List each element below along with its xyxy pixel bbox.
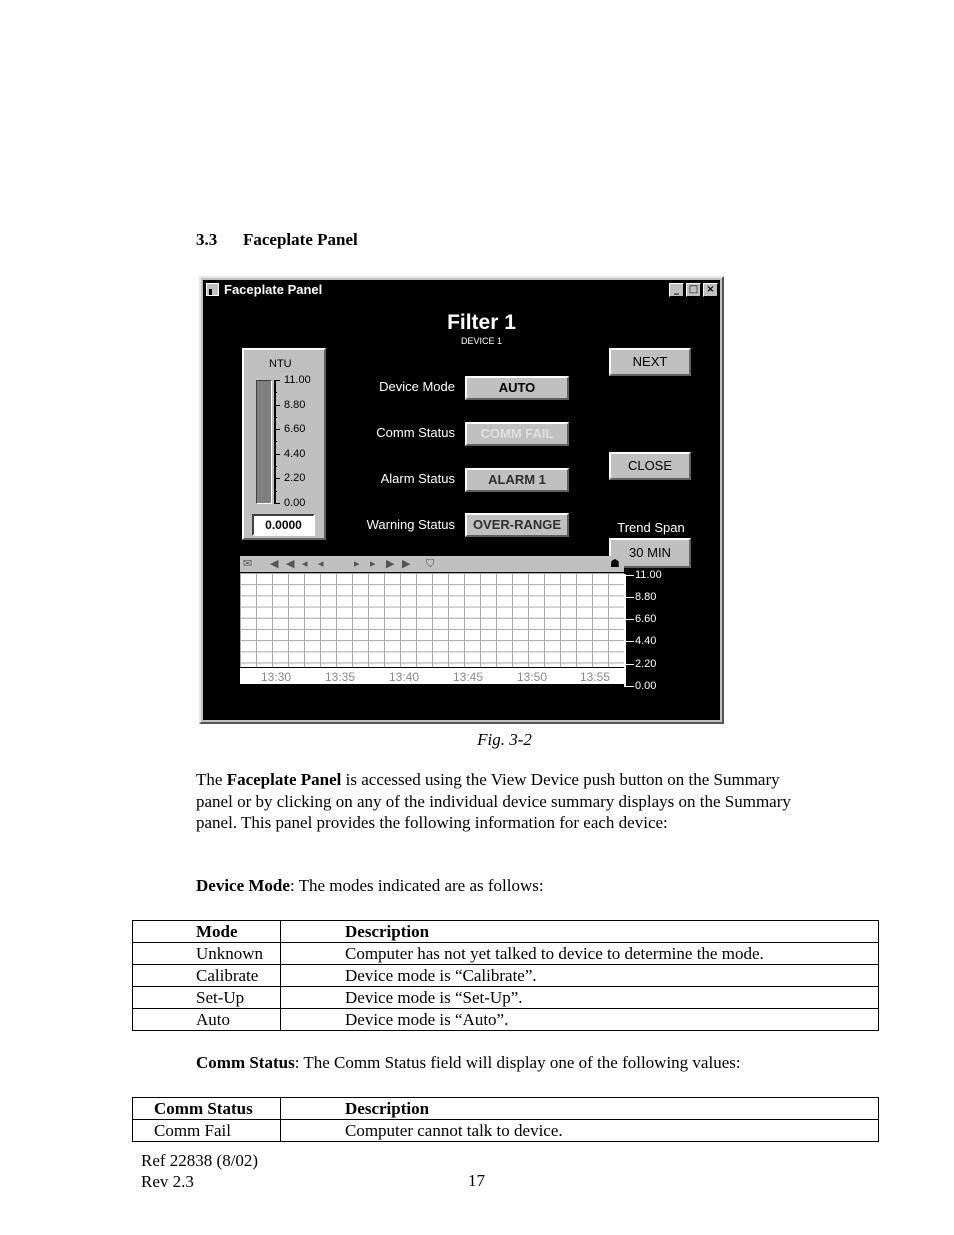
table-cell (133, 943, 281, 965)
step-right-small-icon[interactable]: ▸ (354, 557, 360, 570)
y-tick-label: 11.00 (635, 569, 662, 581)
x-tick-label: 13:55 (579, 670, 611, 684)
gauge-minor-tick (274, 441, 277, 442)
comm-status-text: : The Comm Status field will display one of the following values: (294, 1053, 741, 1072)
device-id: DEVICE 1 (460, 336, 502, 346)
header-text: Description (345, 921, 430, 941)
maximize-button[interactable]: □ (686, 283, 701, 297)
header-text: Comm Status (154, 1098, 253, 1118)
gauge-minor-tick (274, 392, 277, 393)
cell-text: Set-Up (196, 987, 245, 1007)
cell-text: Computer cannot talk to device. (345, 1120, 563, 1140)
section-heading (196, 230, 358, 250)
cell-text: Device mode is “Auto”. (345, 1009, 509, 1029)
scroll-right-fast-icon[interactable]: ▶ (402, 557, 411, 570)
gauge-minor-tick (274, 417, 277, 418)
table-cell (281, 987, 879, 1009)
table-row (133, 1009, 879, 1031)
gauge-tick-label: 8.80 (284, 399, 306, 411)
header-text: Description (345, 1098, 430, 1118)
person-icon[interactable]: ☗ (610, 557, 620, 570)
comm-status-term: Comm Status (196, 1053, 295, 1072)
footer-ref: Ref 22838 (8/02) (141, 1151, 259, 1170)
table-header (281, 1098, 879, 1120)
x-tick-label: 13:40 (388, 670, 420, 684)
page-footer (141, 1150, 258, 1192)
warning-status-value: OVER-RANGE (465, 513, 569, 537)
y-tick-label: 0.00 (635, 680, 657, 692)
window-titlebar[interactable] (203, 280, 720, 300)
trend-span-label: Trend Span (617, 520, 685, 535)
trend-x-axis (240, 667, 624, 684)
table-header-row (133, 1098, 879, 1120)
gauge-value: 0.0000 (252, 514, 315, 536)
y-tick-label: 2.20 (635, 658, 657, 670)
y-tick-label: 4.40 (635, 635, 657, 647)
footer-rev: Rev 2.3 (141, 1172, 194, 1191)
cell-text: Auto (196, 1009, 230, 1029)
section-title: Faceplate Panel (243, 230, 358, 249)
page-number: 17 (468, 1171, 485, 1190)
y-tick-label: 8.80 (635, 591, 657, 603)
mode-table (132, 920, 879, 1031)
window-title: Faceplate Panel (224, 282, 323, 297)
window-client-area (203, 300, 720, 720)
gauge-tick-label: 11.00 (284, 374, 311, 386)
cell-text: Device mode is “Set-Up”. (345, 987, 523, 1007)
ntu-gauge (242, 348, 326, 540)
x-tick-label: 13:45 (452, 670, 484, 684)
table-cell (281, 943, 879, 965)
device-name: Filter 1 (447, 311, 516, 334)
table-cell (133, 987, 281, 1009)
gauge-tick (274, 478, 280, 479)
device-mode-term: Device Mode (196, 876, 290, 895)
scroll-left-fast-icon[interactable]: ◀ (270, 557, 279, 570)
table-header (281, 921, 879, 943)
table-cell (133, 1009, 281, 1031)
table-cell (281, 1009, 879, 1031)
y-tick-label: 6.60 (635, 613, 657, 625)
next-button[interactable]: NEXT (609, 348, 691, 376)
cell-text: Computer has not yet talked to device to determine the mode. (345, 943, 764, 963)
cursor-marker-icon[interactable]: ⛉ (426, 557, 435, 570)
device-mode-label: Device Mode (379, 379, 455, 394)
y-tick (626, 575, 634, 576)
gauge-tick-label: 4.40 (284, 448, 306, 460)
intro-paragraph (196, 769, 816, 834)
y-tick (626, 686, 634, 687)
table-row (133, 987, 879, 1009)
envelope-icon[interactable]: ✉ (243, 557, 253, 570)
y-tick (626, 664, 634, 665)
table-row (133, 1120, 879, 1142)
para-text: is accessed using the View Device push button on the Summary panel or by clicking on any of the individual device summary displays on the Summary panel. This panel provides the following information for each device: (196, 770, 791, 832)
table-cell (281, 1120, 879, 1142)
y-tick (626, 619, 634, 620)
step-left-icon[interactable]: ◂ (302, 557, 308, 570)
table-header (133, 921, 281, 943)
trend-span-button[interactable]: 30 MIN (609, 538, 691, 568)
minimize-button[interactable]: _ (669, 283, 684, 297)
comm-status-intro (196, 1053, 741, 1073)
y-tick (626, 597, 634, 598)
figure-caption: Fig. 3-2 (477, 730, 532, 749)
gauge-minor-tick (274, 466, 277, 467)
trend-toolbar (240, 556, 624, 572)
trend-y-axis (624, 574, 626, 687)
table-cell (133, 1120, 281, 1142)
comm-status-label: Comm Status (376, 425, 455, 440)
comm-table (132, 1097, 879, 1142)
app-icon (206, 283, 219, 296)
cell-text: Device mode is “Calibrate”. (345, 965, 537, 985)
gauge-tick (274, 429, 280, 430)
x-tick-label: 13:50 (516, 670, 548, 684)
cell-text: Unknown (196, 943, 264, 963)
y-tick (626, 641, 634, 642)
faceplate-window (199, 276, 724, 724)
step-right-icon[interactable]: ▸ (370, 557, 376, 570)
scroll-right-icon[interactable]: ▶ (386, 557, 395, 570)
gauge-scale (274, 380, 276, 504)
gauge-unit: NTU (269, 358, 292, 370)
trend-chart (240, 556, 624, 684)
gauge-tick (274, 405, 280, 406)
alarm-status-label: Alarm Status (380, 471, 455, 486)
para-text: The (196, 770, 227, 789)
table-row (133, 965, 879, 987)
step-left-small-icon[interactable]: ◂ (318, 557, 324, 570)
close-window-button[interactable]: × (703, 283, 718, 297)
comm-status-value: COMM FAIL (465, 422, 569, 446)
section-number: 3.3 (196, 230, 218, 249)
warning-status-label: Warning Status (366, 517, 455, 532)
gauge-tick (274, 503, 280, 504)
alarm-status-value: ALARM 1 (465, 468, 569, 492)
gauge-tick-label: 0.00 (284, 497, 306, 509)
table-header-row (133, 921, 879, 943)
x-tick-label: 13:35 (324, 670, 356, 684)
gauge-bar (256, 380, 272, 504)
device-mode-value: AUTO (465, 376, 569, 400)
cell-text: Comm Fail (154, 1120, 231, 1140)
gauge-tick (274, 454, 280, 455)
table-cell (281, 965, 879, 987)
close-button[interactable]: CLOSE (609, 452, 691, 480)
table-header (133, 1098, 281, 1120)
device-mode-intro (196, 876, 544, 896)
header-text: Mode (196, 921, 238, 941)
table-row (133, 943, 879, 965)
gauge-tick (274, 380, 280, 381)
x-tick-label: 13:30 (260, 670, 292, 684)
table-cell (133, 965, 281, 987)
gauge-minor-tick (274, 491, 277, 492)
scroll-left-icon[interactable]: ◀ (286, 557, 295, 570)
gauge-tick-label: 6.60 (284, 423, 306, 435)
device-mode-text: : The modes indicated are as follows: (289, 876, 544, 895)
para-bold: Faceplate Panel (226, 770, 342, 789)
gauge-tick-label: 2.20 (284, 472, 306, 484)
trend-grid (240, 573, 624, 667)
cell-text: Calibrate (196, 965, 259, 985)
device-header (203, 311, 720, 346)
